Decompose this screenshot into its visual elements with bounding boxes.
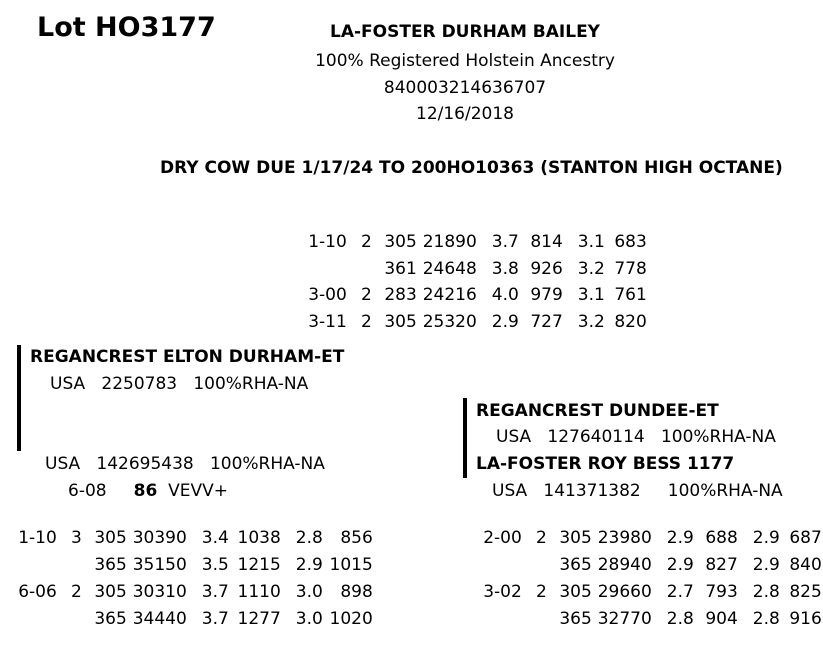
lot-number: Lot HO3177 [37,12,216,43]
record-row: 3-00 2 283 24216 4.0 979 3.1 761 [308,285,647,305]
animal-id: 840003214636707 [383,78,547,98]
animal-name: LA-FOSTER DURHAM BAILEY [330,22,600,42]
maternal-bracket [463,398,467,478]
breeding-status: DRY COW DUE 1/17/24 TO 200HO10363 (STANTON HIGH OCTANE) [160,158,783,178]
granddam-record-row: 365 32770 2.8 904 2.8 916 [559,609,822,629]
dam-record-row: 1-10 3 305 30390 3.4 1038 2.8 856 [18,528,373,548]
maternal-granddam-name: LA-FOSTER ROY BESS 1177 [476,454,735,474]
maternal-grandsire-name: REGANCREST DUNDEE-ET [476,401,719,421]
record-row: 1-10 2 305 21890 3.7 814 3.1 683 [308,232,647,252]
maternal-granddam-registration: USA 141371382 100%RHA-NA [492,481,783,501]
maternal-grandsire-registration: USA 127640114 100%RHA-NA [496,427,776,447]
granddam-record-row: 2-00 2 305 23980 2.9 688 2.9 687 [483,528,822,548]
sire-name: REGANCREST ELTON DURHAM-ET [30,347,345,367]
dam-classification: 6-08 86 VEVV+ [68,481,228,501]
dam-record-row: 6-06 2 305 30310 3.7 1110 3.0 898 [18,582,373,602]
sire-registration: USA 2250783 100%RHA-NA [50,374,309,394]
dam-registration: USA 142695438 100%RHA-NA [45,454,325,474]
granddam-record-row: 3-02 2 305 29660 2.7 793 2.8 825 [483,582,822,602]
record-row: 361 24648 3.8 926 3.2 778 [384,259,647,279]
granddam-record-row: 365 28940 2.9 827 2.9 840 [559,555,822,575]
dam-record-row: 365 34440 3.7 1277 3.0 1020 [94,609,373,629]
record-row: 3-11 2 305 25320 2.9 727 3.2 820 [308,312,647,332]
ancestry-line: 100% Registered Holstein Ancestry [315,51,615,71]
pedigree-bracket [17,345,21,451]
birth-date: 12/16/2018 [416,104,514,124]
dam-record-row: 365 35150 3.5 1215 2.9 1015 [94,555,373,575]
